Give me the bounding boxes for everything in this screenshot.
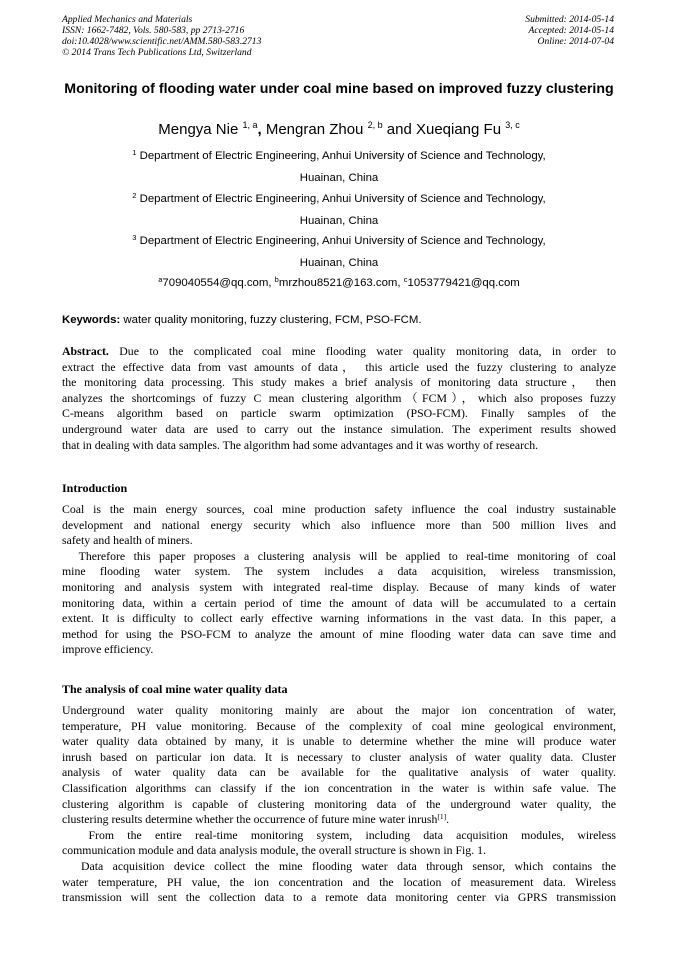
- affiliation-department: Department of Electric Engineering, Anhui University of Science and Technology,: [139, 193, 546, 205]
- paper-title: Monitoring of flooding water under coal mine based on improved fuzzy clustering: [64, 81, 614, 97]
- affiliation-department: Department of Electric Engineering, Anhui University of Science and Technology,: [139, 150, 546, 162]
- body-line: monitoring data, within a certain period of time the amount of data will be accumulated to a certain: [62, 595, 616, 610]
- copyright-line: © 2014 Trans Tech Publications Ltd, Switzerland: [62, 47, 252, 58]
- accepted-date: Accepted: 2014-05-14: [528, 25, 614, 36]
- email-mark: b: [274, 275, 279, 284]
- body-line: water quality data obtained by many, it is unable to determine whether the mine will produce water: [62, 734, 616, 749]
- body-line: temperature, PH value monitoring. Because of the complexity of coal mine geological environment,: [62, 718, 616, 733]
- email-mark: c: [403, 275, 408, 284]
- keywords: [62, 312, 616, 328]
- author-separator: and: [386, 121, 412, 138]
- body-line: water temperature, PH value, the ion concentration and the location of measurement data. Wireless: [62, 874, 616, 889]
- abstract-label: Abstract.: [62, 344, 109, 358]
- body-line: safety and health of miners.: [62, 533, 193, 548]
- email-address: 709040554@qq.com,: [162, 277, 275, 289]
- section-heading-introduction: Introduction: [62, 481, 128, 495]
- email-address: mrzhou8521@163.com,: [278, 277, 404, 289]
- author-affiliation-mark: 2, b: [367, 120, 383, 130]
- body-line: method for using the PSO-FCM to analyze the amount of mine flooding water data can save time and: [62, 626, 616, 641]
- body-line-text: clustering results determine whether the occurrence of future mine water inrush: [62, 812, 438, 827]
- author-name: Mengya Nie: [158, 121, 239, 138]
- introduction-paragraph: [62, 502, 616, 658]
- affiliation: [62, 189, 616, 232]
- citation-reference: [1]: [437, 812, 447, 822]
- abstract-line: [62, 344, 616, 360]
- journal-name: Applied Mechanics and Materials: [62, 14, 193, 25]
- abstract-line: C-means algorithm based on particle swarm optimization (PSO-FCM). Finally samples of the: [62, 406, 616, 421]
- affiliation: [62, 231, 616, 274]
- body-line: communication module and data analysis module, the overall structure is shown in Fig. 1.: [62, 843, 486, 858]
- body-line: transmission will sent the collection data to a remote data monitoring center via GPRS transmission: [62, 890, 616, 905]
- affiliation-number: 3: [132, 233, 137, 242]
- affiliation-number: 2: [132, 191, 137, 200]
- abstract-line: that in dealing with data samples. The algorithm had some advantages and it was worthy of research.: [62, 437, 539, 452]
- abstract-line: the monitoring data processing. This study makes a brief analysis of monitoring data structure， then: [62, 375, 616, 390]
- body-line: extent. It is difficulty to collect early effective warning informations in the vast data. In this paper, a: [62, 611, 616, 626]
- body-line: Data acquisition device collect the mine flooding water data through sensor, which contains the: [62, 858, 616, 873]
- abstract-line-text: Due to the complicated coal mine flooding water quality monitoring data, in order to: [108, 344, 616, 358]
- section-heading-analysis: The analysis of coal mine water quality data: [62, 682, 288, 696]
- submission-dates: [525, 14, 614, 47]
- abstract: [62, 344, 616, 453]
- body-line: Therefore this paper proposes a clustering analysis will be applied to real-time monitoring of coal: [62, 548, 616, 563]
- body-line: Classification algorithms can classify if the ion concentration in the water is within safe value. The: [62, 780, 616, 795]
- abstract-line: underground water data are used to carry out the instance simulation. The experiment results showed: [62, 421, 616, 436]
- email-mark: a: [158, 275, 163, 284]
- author-separator: ,: [257, 121, 262, 138]
- issn-line: ISSN: 1662-7482, Vols. 580-583, pp 2713-2716: [62, 25, 245, 36]
- abstract-line: extract the effective data from vast amounts of data， this article used the fuzzy clustering to analyze: [62, 359, 616, 374]
- email-address: 1053779421@qq.com: [407, 277, 520, 289]
- journal-info: [62, 14, 261, 58]
- affiliation-city: Huainan, China: [299, 214, 379, 227]
- abstract-line: analyzes the shortcomings of fuzzy C mean clustering algorithm（FCM），which also proposes fuzzy: [62, 390, 616, 405]
- affiliation: [62, 146, 616, 189]
- body-line: Underground water quality monitoring mainly are about the major ion concentration of water,: [62, 703, 616, 717]
- body-line: development and national energy security which also influence more than 500 million lives and: [62, 517, 616, 532]
- online-date: Online: 2014-07-04: [537, 36, 614, 47]
- body-line: mine flooding water system. The system includes a data acquisition, wireless transmission,: [62, 564, 616, 579]
- keywords-text: water quality monitoring, fuzzy clustering, FCM, PSO-FCM.: [123, 314, 422, 326]
- keywords-label: Keywords:: [62, 314, 121, 326]
- author-name: Xueqiang Fu: [415, 121, 502, 138]
- body-line: analysis of water quality data can be available for the qualitative analysis of water quality.: [62, 765, 616, 780]
- submitted-date: Submitted: 2014-05-14: [525, 14, 614, 25]
- affiliation-department: Department of Electric Engineering, Anhui University of Science and Technology,: [139, 235, 546, 247]
- affiliation-city: Huainan, China: [299, 256, 379, 269]
- body-line: inrush based on particular ion data. It is necessary to cluster analysis of water quality data. Cluster: [62, 749, 616, 764]
- body-line-end: .: [446, 812, 450, 827]
- body-line: [62, 812, 616, 828]
- doi-line: doi:10.4028/www.scientific.net/AMM.580-583.2713: [62, 36, 262, 47]
- author-emails: [62, 275, 616, 291]
- author-list: [62, 121, 616, 139]
- author-name: Mengran Zhou: [265, 121, 364, 138]
- affiliation-number: 1: [132, 148, 137, 157]
- author-affiliation-mark: 3, c: [505, 120, 520, 130]
- body-line: clustering algorithm is capable of clustering monitoring data of the underground water quality, the: [62, 796, 616, 811]
- author-affiliation-mark: 1, a: [242, 120, 258, 130]
- body-line: monitoring and analysis system with integrated real-time display. Because of many kinds of water: [62, 579, 616, 594]
- body-line: improve efficiency.: [62, 642, 154, 657]
- body-line: From the entire real-time monitoring system, including data acquisition modules, wireless: [62, 827, 616, 842]
- affiliation-city: Huainan, China: [299, 171, 379, 184]
- body-line: Coal is the main energy sources, coal mine production safety influence the coal industry sustainable: [62, 502, 616, 516]
- analysis-paragraph: [62, 703, 616, 906]
